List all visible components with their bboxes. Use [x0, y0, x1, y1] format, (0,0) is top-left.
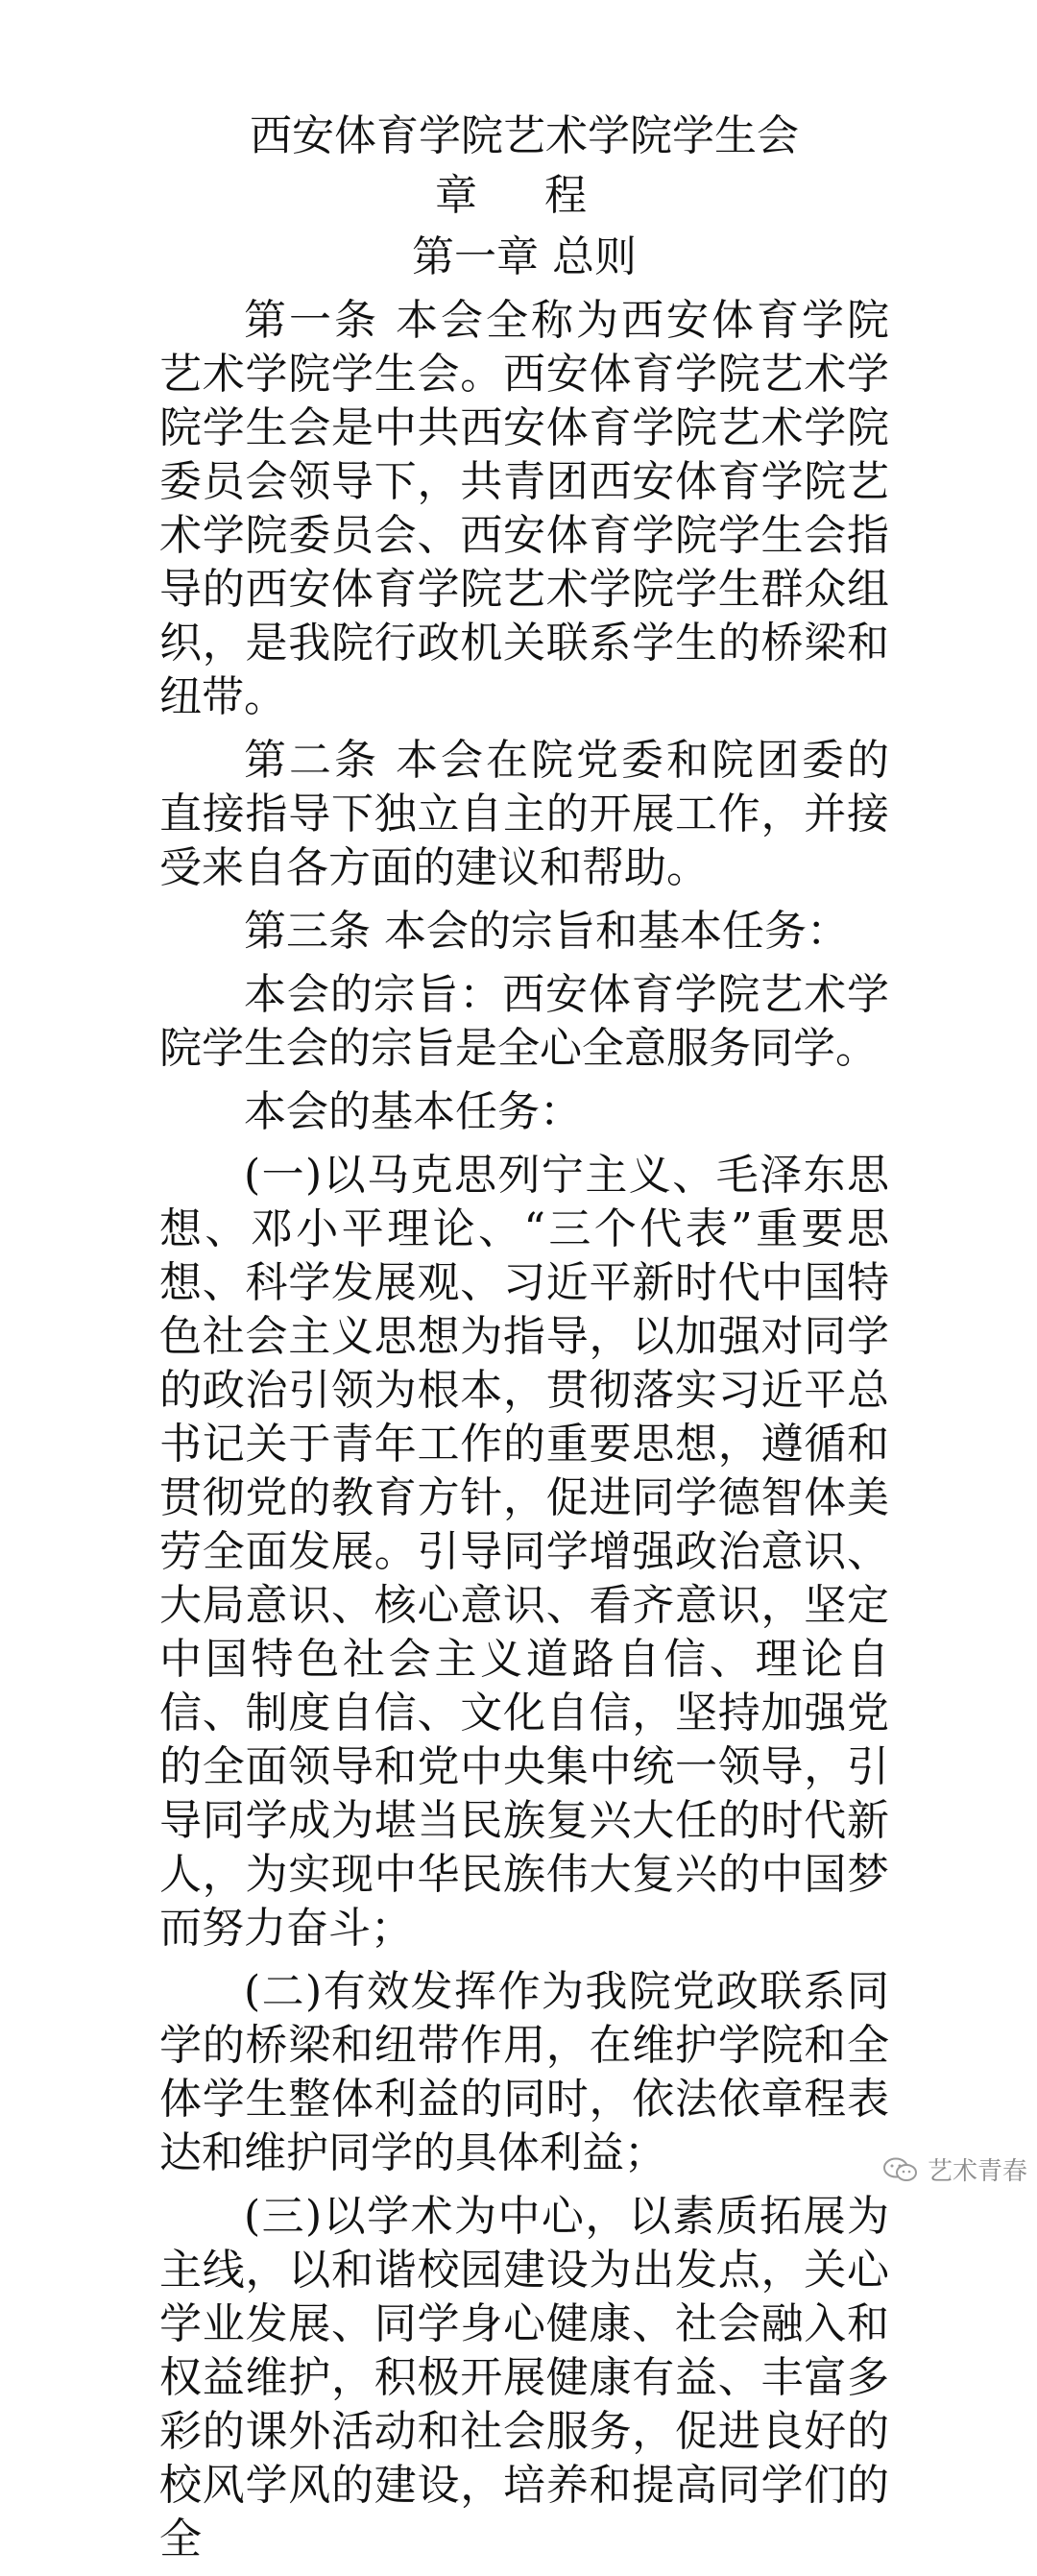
paragraph-task-2: (二)有效发挥作为我院党政联系同学的桥梁和纽带作用，在维护学院和全体学生整体利益的同时，依法依章程表达和维护同学的具体利益； — [159, 1967, 889, 2177]
paragraph-task-1: (一)以马克思列宁主义、毛泽东思想、邓小平理论、“三个代表”重要思想、科学发展观、习近平新时代中国特色社会主义思想为指导，以加强对同学的政治引领为根本，贯彻落实习近平总书记关于青年工作的重要思想，遵循和贯彻党的教育方针，促进同学德智体美劳全面发展。引导同学增强政治意识、大局意识、核心意识、看齐意识，坚定中国特色社会主义道路自信、理论自信、制度自信、文化自信，坚持加强党的全面领导和党中央集中统一领导，引导同学成为堪当民族复兴大任的时代新人，为实现中华民族伟大复兴的中国梦而努力奋斗； — [159, 1151, 889, 1953]
paragraph-article-2: 第二条 本会在院党委和院团委的直接指导下独立自主的开展工作，并接受来自各方面的建议和帮助。 — [159, 736, 889, 892]
paragraph-article-3: 第三条 本会的宗旨和基本任务： — [244, 907, 849, 956]
document-subtitle: 章 程 — [435, 171, 614, 220]
document-title: 西安体育学院艺术学院学生会 — [250, 111, 799, 160]
paragraph-article-1: 第一条 本会全称为西安体育学院艺术学院学生会。西安体育学院艺术学院学生会是中共西安体育学院艺术学院委员会领导下，共青团西安体育学院艺术学院委员会、西安体育学院学生会指导的西安体育学院艺术学院学生群众组织，是我院行政机关联系学生的桥梁和纽带。 — [159, 296, 889, 721]
paragraph-task-3: (三)以学术为中心，以素质拓展为主线，以和谐校园建设为出发点，关心学业发展、同学身心健康、社会融入和权益维护，积极开展健康有益、丰富多彩的课外活动和社会服务，促进良好的校风学风的建设，培养和提高同学们的全 — [159, 2192, 889, 2564]
watermark — [881, 2151, 1027, 2187]
chapter-heading: 第一章 总则 — [412, 232, 637, 281]
paragraph-tasks-heading: 本会的基本任务： — [244, 1087, 582, 1136]
watermark-text: 艺术青春 — [927, 2157, 1027, 2186]
document-page — [159, 108, 889, 2576]
wechat-icon — [881, 2156, 920, 2183]
paragraph-purpose: 本会的宗旨：西安体育学院艺术学院学生会的宗旨是全心全意服务同学。 — [159, 970, 889, 1073]
document-body — [159, 294, 889, 2566]
